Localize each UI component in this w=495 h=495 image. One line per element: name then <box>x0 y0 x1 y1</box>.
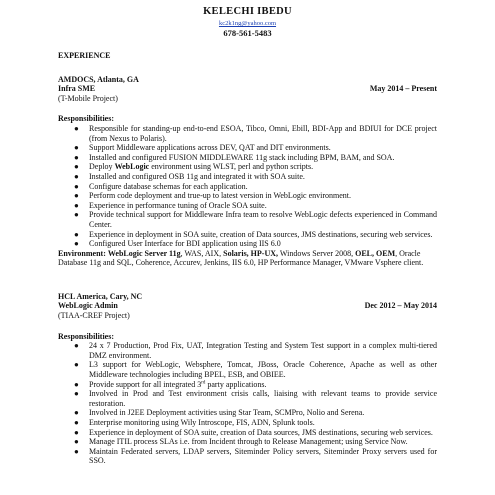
job-role: Infra SME <box>58 84 96 94</box>
list-item: ● Involved in J2EE Deployment activities using Star Team, SCMPro, Nolio and Serena. <box>74 408 365 418</box>
list-item: ● Experience in deployment in SOA suite, creation of Data sources, JMS destinations, securing web services. <box>74 229 433 239</box>
job-dates: May 2014 – Present <box>369 84 437 94</box>
list-item: ● Involved in Prod and Test environment crisis calls, liaising with relevant teams to provide service restoration. <box>74 389 437 408</box>
list-item: ● L3 support for WebLogic, Websphere, Tomcat, JBoss, Oracle Coherence, Apache as well as other Middleware technologies including BPEL, ESB, and OBIEE. <box>74 360 437 380</box>
job-amdocs <box>58 75 437 268</box>
list-item: ● Experience in performance tuning of Oracle SOA suite. <box>74 200 267 210</box>
list-item: ● Maintain Federated servers, LDAP servers, Siteminder Policy servers, Siteminder Proxy servers used for SSO. <box>74 446 437 466</box>
resume-header <box>58 6 437 38</box>
list-item: ● Deploy WebLogic environment using WLST, perl and python scripts. <box>74 162 314 172</box>
list-item: ● Support Middleware applications across DEV, QAT and DIT environments. <box>74 143 331 153</box>
list-item: ● Experience in deployment of SOA suite, creation of Data sources, JMS destinations, securing web services. <box>74 427 433 437</box>
responsibilities-list <box>58 124 437 249</box>
list-item: ● Installed and configured FUSION MIDDLEWARE 11g stack including BPM, BAM, and SOA. <box>74 152 395 162</box>
list-item: ● Enterprise monitoring using Wily Introscope, FIS, ADN, Splunk tools. <box>74 418 315 427</box>
job-client: (TIAA-CREF Project) <box>58 311 130 321</box>
email-link[interactable]: kc2k1ng@yahoo.com <box>218 20 277 27</box>
list-item: ● 24 x 7 Production, Prod Fix, UAT, Integration Testing and System Test support in a complex multi-tiered DMZ environment. <box>74 341 437 360</box>
job-company: HCL America, Cary, NC <box>58 291 143 301</box>
job-hcl <box>58 292 437 466</box>
responsibilities-list <box>58 341 437 466</box>
job-role-row <box>58 301 437 311</box>
job-client: (T-Mobile Project) <box>58 93 118 103</box>
job-role: WebLogic Admin <box>58 301 118 311</box>
job-dates: Dec 2012 – May 2014 <box>364 301 437 311</box>
list-item: ● Perform code deployment and true-up to latest version in WebLogic environment. <box>74 191 352 201</box>
list-item: ● Provide technical support for Middleware Infra team to resolve WebLogic defects experienced in Command Center. <box>74 210 437 229</box>
list-item: ● Responsible for standing-up end-to-end ESOA, Tibco, Omni, Ebill, BDI-App and BDIUI for DCE project (from Nexus to Polaris). <box>74 123 437 143</box>
responsibilities-heading: Responsibilities: <box>58 114 115 124</box>
job-company: AMDOCS, Atlanta, GA <box>58 74 139 84</box>
list-item: ● Manage ITIL process SLAs i.e. from Incident through to Release Management; using Service Now. <box>74 437 408 447</box>
candidate-name: KELECHI IBEDU <box>203 6 292 17</box>
list-item: ● Provide support for all integrated 3rd party applications. <box>74 379 267 389</box>
responsibilities-heading: Responsibilities: <box>58 331 115 341</box>
list-item: ● Configured User Interface for BDI application using IIS 6.0 <box>74 239 281 249</box>
job-role-row <box>58 84 437 94</box>
list-item: ● Configure database schemas for each application. <box>74 181 248 191</box>
experience-heading: EXPERIENCE <box>58 51 111 60</box>
list-item: ● Installed and configured OSB 11g and integrated it with SOA suite. <box>74 171 305 181</box>
phone-number: 678-561-5483 <box>223 28 272 38</box>
environment-line: Environment: WebLogic Server 11g, WAS, AIX, Solaris, HP-UX, Windows Server 2008, OEL, OEM, Oracle Database 11g and SQL, Coherence, Accurev, Jenkins, IIS 6.0, HP Performance Manager, VMware Vsphere client. <box>58 248 424 268</box>
